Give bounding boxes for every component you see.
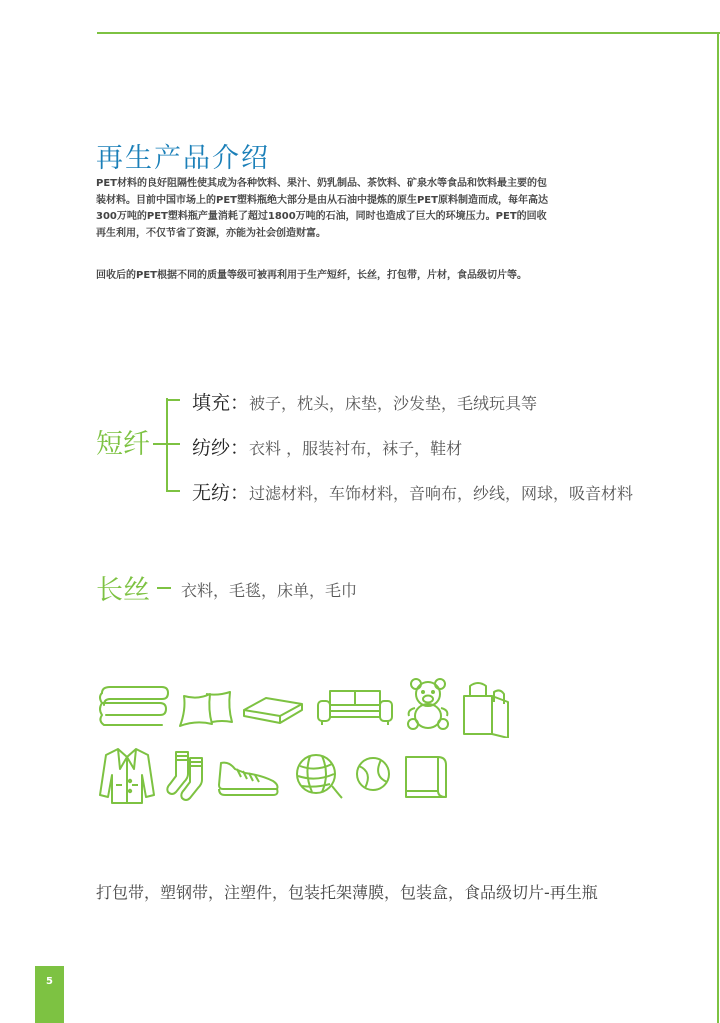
item-value: 衣料 ，服装衬布，袜子，鞋材 — [249, 439, 463, 458]
sofa-icon — [314, 687, 396, 729]
bracket-tick — [166, 443, 180, 445]
short-fiber-item-fill — [192, 388, 537, 415]
item-key: 填充： — [192, 392, 250, 414]
item-value: 被子，枕头，床垫，沙发垫，毛绒玩具等 — [249, 394, 538, 413]
item-key: 无纺： — [192, 482, 250, 504]
shopping-bag-icon — [460, 680, 512, 738]
bottom-applications-text: 打包带，塑钢带，注塑件，包装托架薄膜，包装盒，食品级切片-再生瓶 — [96, 883, 598, 902]
mattress-icon — [240, 694, 306, 726]
bracket-tick — [166, 399, 180, 401]
short-fiber-item-nonwoven — [192, 478, 633, 505]
short-fiber-bracket — [166, 398, 180, 492]
page-number: 5 — [35, 966, 64, 1023]
page-title: 再生产品介绍 — [96, 143, 270, 175]
yarn-ball-icon — [294, 752, 344, 800]
pillows-icon — [176, 688, 236, 730]
short-fiber-item-spinning — [192, 433, 462, 460]
tennis-ball-icon — [355, 756, 391, 792]
intro-paragraph-2: 回收后的PET根据不同的质量等级可被再利用于生产短纤，长丝，打包带，片材，食品级切片等。 — [96, 270, 527, 281]
long-filament-label: 长丝 — [96, 575, 150, 606]
long-filament-text: 衣料，毛毯，床单，毛巾 — [181, 581, 358, 600]
short-fiber-label: 短纤 — [96, 429, 150, 460]
sneaker-icon — [215, 757, 281, 797]
top-divider — [97, 32, 720, 34]
right-divider — [717, 32, 719, 1023]
bracket-tick — [166, 490, 180, 492]
towel-icon — [402, 751, 450, 801]
socks-icon — [166, 748, 210, 802]
item-key: 纺纱： — [192, 437, 250, 459]
intro-paragraph-1: PET材料的良好阻隔性使其成为各种饮料、果汁、奶乳制品、茶饮料、矿泉水等食品和饮料最主要的包装材料。目前中国市场上的PET塑料瓶绝大部分是由从石油中提炼的原生PET原料制造而成，每年高达300万吨的PET塑料瓶产量消耗了超过1800万吨的石油，同时也造成了巨大的环境压力。PET的回收再生利用，不仅节省了资源，亦能为社会创造财富。 — [96, 178, 548, 239]
bracket-connector — [153, 443, 167, 445]
item-value: 过滤材料，车饰材料，音响布，纱线，网球，吸音材料 — [249, 484, 634, 503]
folded-blanket-icon — [96, 683, 170, 729]
teddy-bear-icon — [403, 678, 453, 732]
long-filament-dash — [157, 587, 171, 589]
jacket-icon — [96, 745, 158, 805]
